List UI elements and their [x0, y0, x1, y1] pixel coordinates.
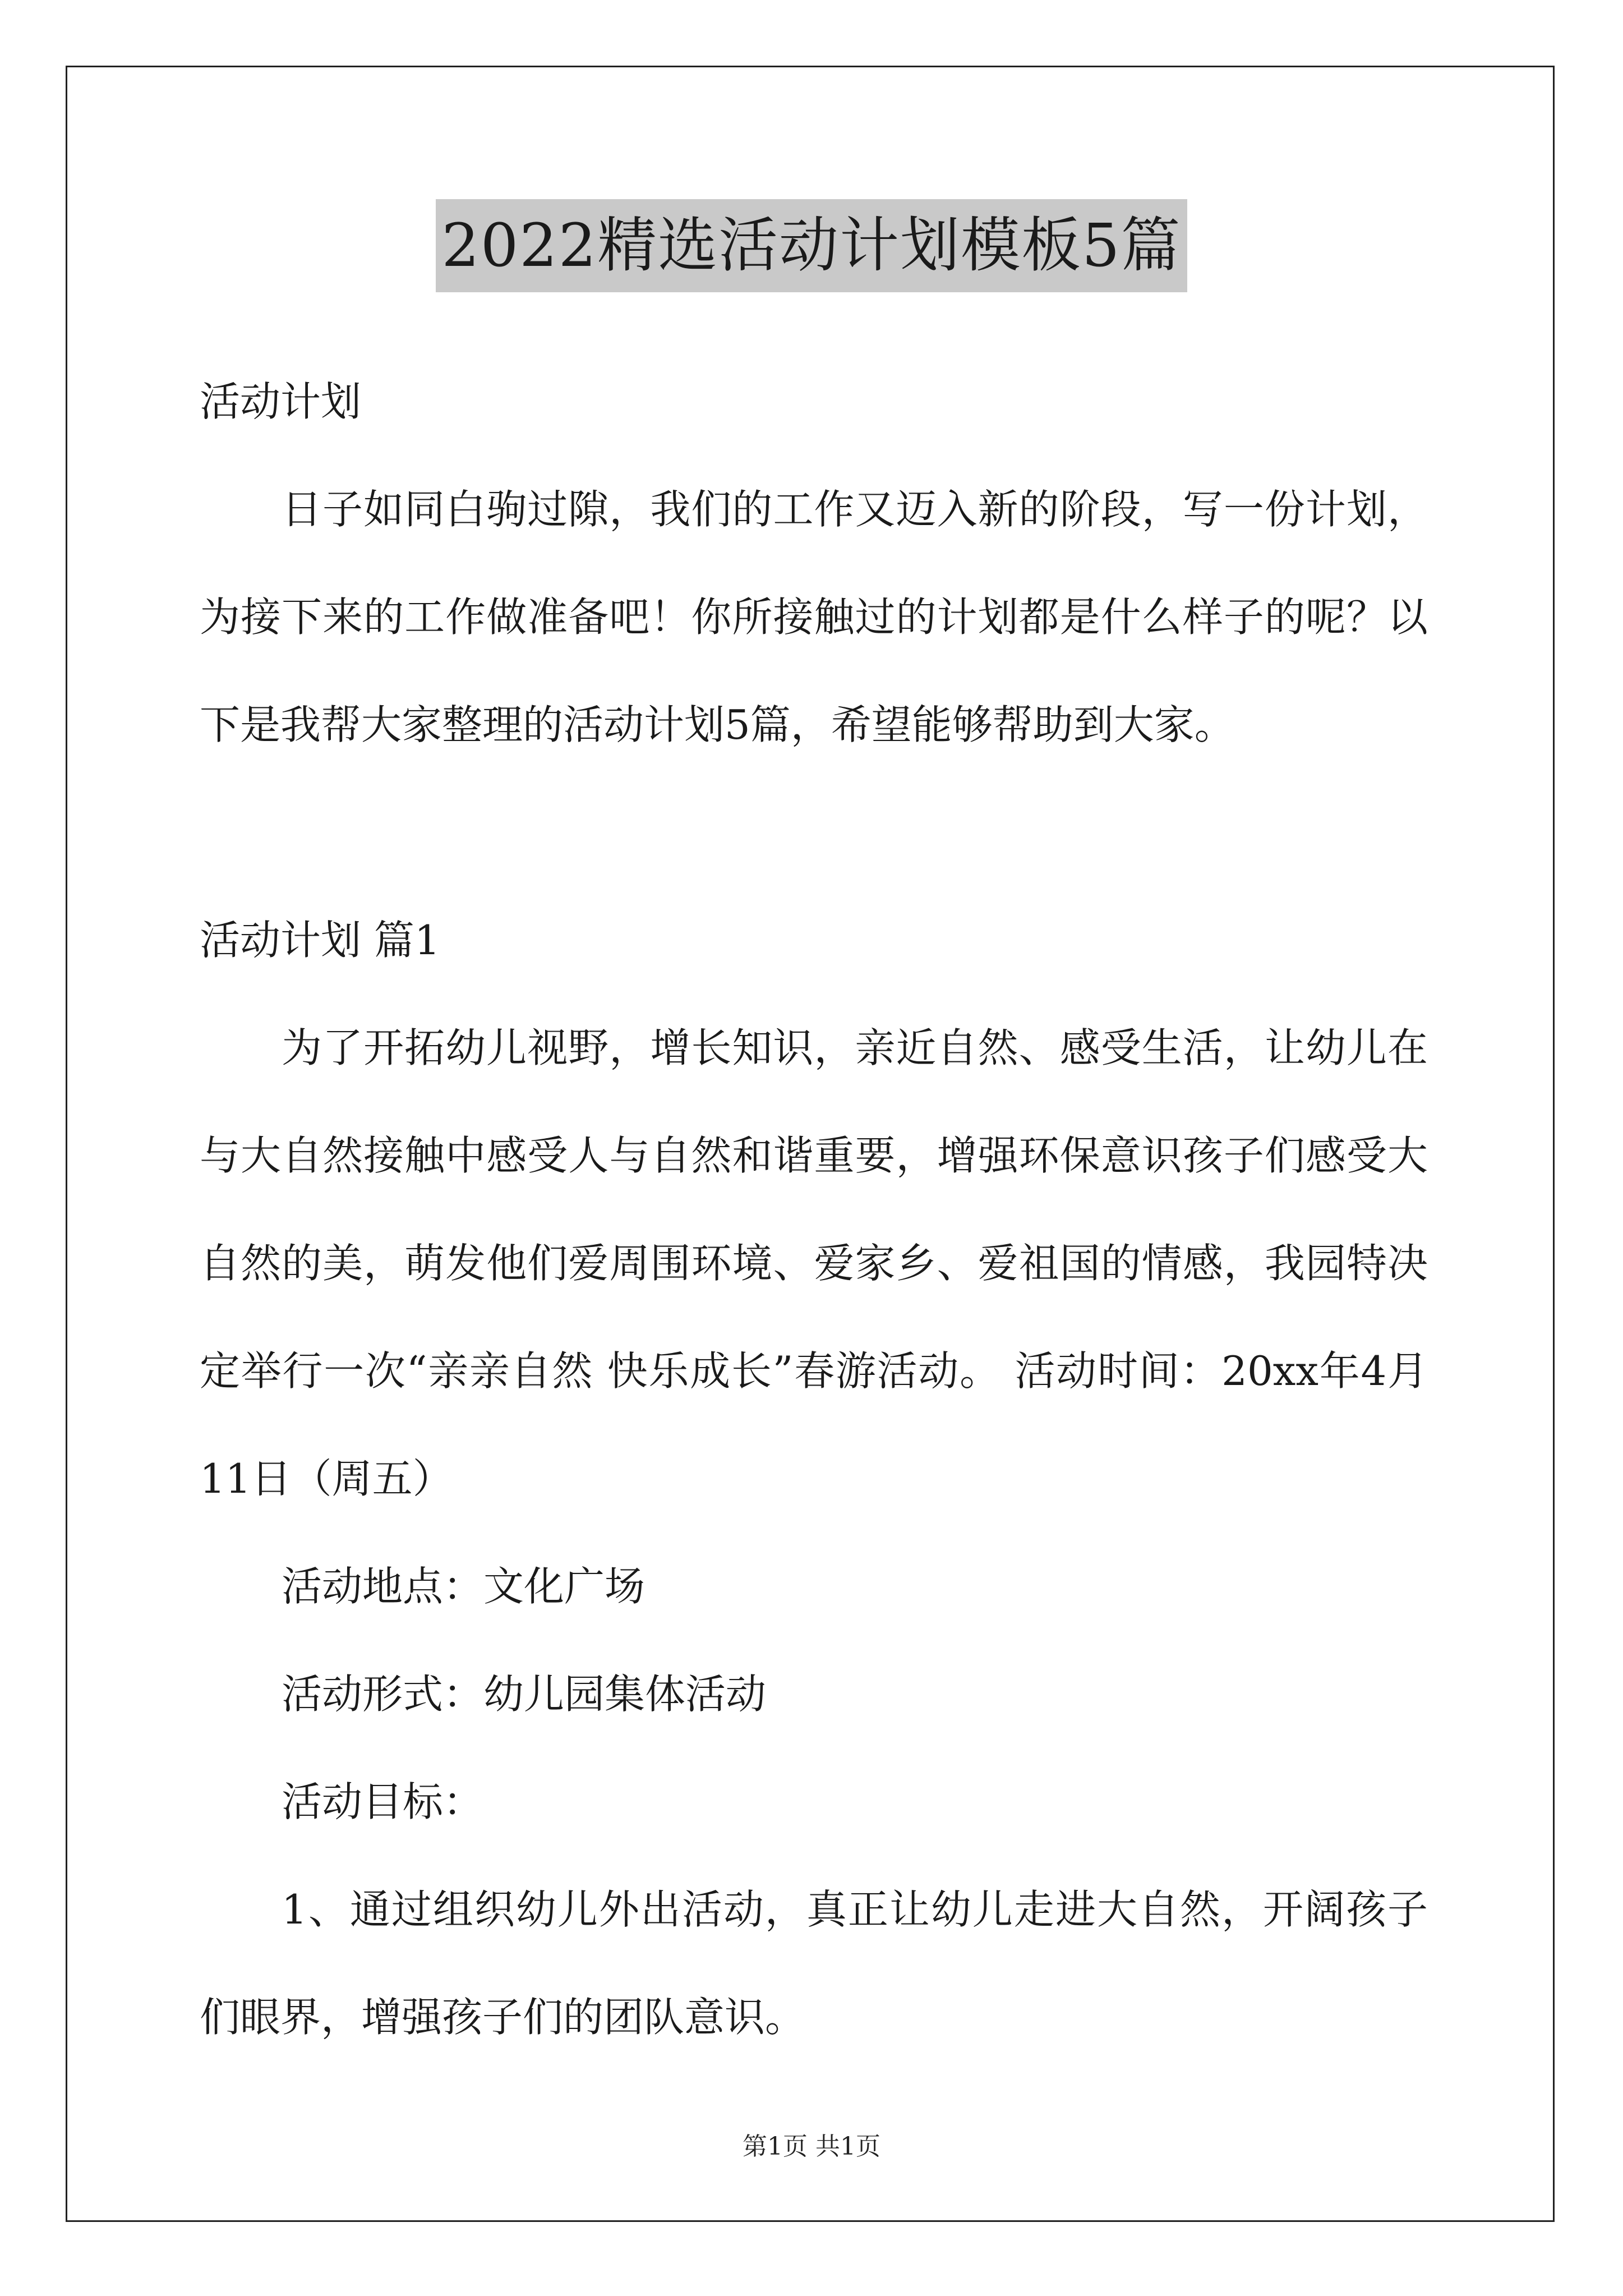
activity-goals-label: 活动目标： [282, 1778, 484, 1825]
title-container [0, 199, 1623, 292]
activity-form: 活动形式：幼儿园集体活动 [282, 1671, 767, 1718]
document-title: 2022精选活动计划模板5篇 [436, 199, 1187, 292]
goal-item: 1、通过组织幼儿外出活动，真正让幼儿走进大自然，开阔孩子们眼界，增强孩子们的团队意识。 [200, 1886, 1428, 2041]
page-footer: 第1页 共1页 [743, 2132, 880, 2161]
document-body [200, 348, 1428, 2071]
activity-location: 活动地点：文化广场 [282, 1563, 645, 1610]
section-heading: 活动计划 篇1 [200, 917, 440, 964]
intro-paragraph: 日子如同白驹过隙，我们的工作又迈入新的阶段，写一份计划，为接下来的工作做准备吧！你所接触过的计划都是什么样子的呢？以下是我帮大家整理的活动计划5篇，希望能够帮助到大家。 [200, 486, 1428, 748]
section-paragraph: 为了开拓幼儿视野，增长知识，亲近自然、感受生活，让幼儿在与大自然接触中感受人与自然和谐重要，增强环保意识孩子们感受大自然的美，萌发他们爱周围环境、爱家乡、爱祖国的情感，我园特决定举行一次“亲亲自然 快乐成长”春游活动。 活动时间：20xx年4月11日（周五） [200, 1024, 1428, 1502]
main-heading: 活动计划 [200, 378, 362, 425]
spacer [200, 779, 1428, 886]
